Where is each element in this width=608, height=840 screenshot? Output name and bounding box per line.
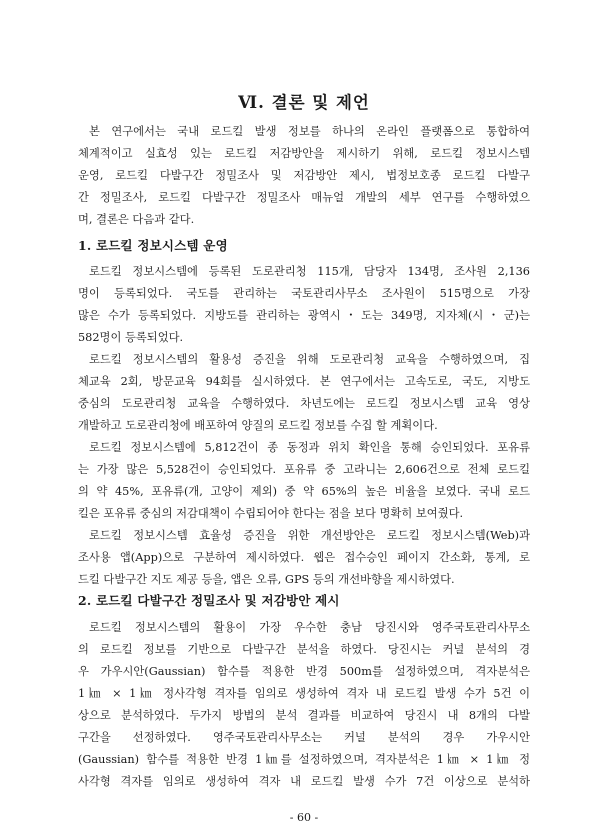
- text-line: 킬은 포유류 중심의 저감대책이 수립되어야 한다는 점을 보다 명확히 보여줬다.: [78, 507, 464, 520]
- section-heading-1: 1. 로드킬 정보시스템 운영: [78, 238, 228, 253]
- text-line: 조사용 앱(App)으로 구분하여 제시하였다. 웹은 접수승인 페이지 간소화, 통계, 로: [78, 551, 530, 564]
- text-line: 개발하고 도로관리청에 배포하여 양질의 로드킬 정보를 수집 할 계획이다.: [78, 419, 438, 432]
- text-line: 중심의 도로관리청 교육을 수행하였다. 차년도에는 로드킬 정보시스템 교육 영상: [78, 397, 530, 410]
- text-line: 며, 결론은 다음과 같다.: [78, 213, 195, 226]
- text-line: 구간을 선정하였다. 영주국토관리사무소는 커널 분석의 경우 가우시안: [78, 731, 530, 744]
- text-line: 로드킬 정보시스템에 5,812건이 종 동정과 위치 확인을 통해 승인되었다. 포유류: [89, 441, 530, 454]
- text-line: 의 로드킬 정보를 기반으로 다발구간 분석을 하였다. 당진시는 커널 분석의 경: [78, 643, 530, 656]
- text-line: 체교육 2회, 방문교육 94회를 실시하였다. 본 연구에서는 고속도로, 국도, 지방도: [78, 375, 530, 388]
- text-line: 의 약 45%, 포유류(개, 고양이 제외) 중 약 65%의 높은 비율을 보였다. 국내 로드: [78, 485, 530, 498]
- text-line: 간 정밀조사, 로드킬 다발구간 정밀조사 매뉴얼 개발의 세부 연구를 수행하였으: [78, 191, 530, 204]
- section-heading-2: 2. 로드킬 다발구간 정밀조사 및 저감방안 제시: [78, 593, 340, 608]
- section2-paragraph-1: [78, 617, 530, 793]
- chapter-title: Ⅵ. 결론 및 제언: [238, 93, 370, 112]
- text-line: 상으로 분석하였다. 두가지 방법의 분석 결과를 비교하여 당진시 내 8개의 다발: [78, 709, 530, 722]
- text-line: 본 연구에서는 국내 로드킬 발생 정보를 하나의 온라인 플랫폼으로 통합하여: [89, 125, 530, 138]
- text-line: (Gaussian) 함수를 적용한 반경 1㎞를 설정하였으며, 격자분석은 1㎞ × 1㎞ 정: [78, 753, 530, 766]
- text-line: 1㎞ × 1㎞ 정사각형 격자를 임의로 생성하여 격자 내 로드킬 발생 수가 5건 이: [78, 687, 530, 700]
- section1-paragraph-3: [78, 437, 530, 525]
- text-line: 명이 등록되었다. 국도를 관리하는 국토관리사무소 조사원이 515명으로 가장: [78, 287, 530, 300]
- text-line: 드킬 다발구간 지도 제공 등을, 앱은 오류, GPS 등의 개선바향을 제시하였다.: [78, 573, 455, 586]
- text-line: 582명이 등록되었다.: [78, 331, 184, 344]
- intro-paragraph: [78, 121, 530, 231]
- text-line: 많은 수가 등록되었다. 지방도를 관리하는 광역시・도는 349명, 지자체(시・군)는: [78, 309, 530, 322]
- section1-paragraph-2: [78, 349, 530, 437]
- text-line: 로드킬 정보시스템 효율성 증진을 위한 개선방안은 로드킬 정보시스템(Web)과: [89, 529, 530, 542]
- page-number: - 60 -: [289, 811, 319, 824]
- section1-paragraph-1: [78, 261, 530, 349]
- text-line: 체계적이고 실효성 있는 로드킬 저감방안을 제시하기 위해, 로드킬 정보시스템: [78, 147, 530, 160]
- text-line: 로드킬 정보시스템에 등록된 도로관리청 115개, 담당자 134명, 조사원 2,136: [89, 265, 530, 278]
- text-line: 운영, 로드킬 다발구간 정밀조사 및 저감방안 제시, 법정보호종 로드킬 다발구: [78, 169, 530, 182]
- text-line: 로드킬 정보시스템의 활용이 가장 우수한 충남 당진시와 영주국토관리사무소: [89, 621, 530, 634]
- text-line: 사각형 격자를 임의로 생성하여 격자 내 로드킬 발생 수가 7건 이상으로 분석하: [78, 775, 530, 788]
- text-line: 로드킬 정보시스템의 활용성 증진을 위해 도로관리청 교육을 수행하였으며, 집: [89, 353, 530, 366]
- intro-text: [78, 121, 530, 231]
- text-line: 우 가우시안(Gaussian) 함수를 적용한 반경 500m를 설정하였으며, 격자분석은: [78, 665, 530, 678]
- text-line: 는 가장 많은 5,528건이 승인되었다. 포유류 중 고라니는 2,606건으로 전체 로드킬: [78, 463, 530, 476]
- section1-paragraph-4: [78, 525, 530, 591]
